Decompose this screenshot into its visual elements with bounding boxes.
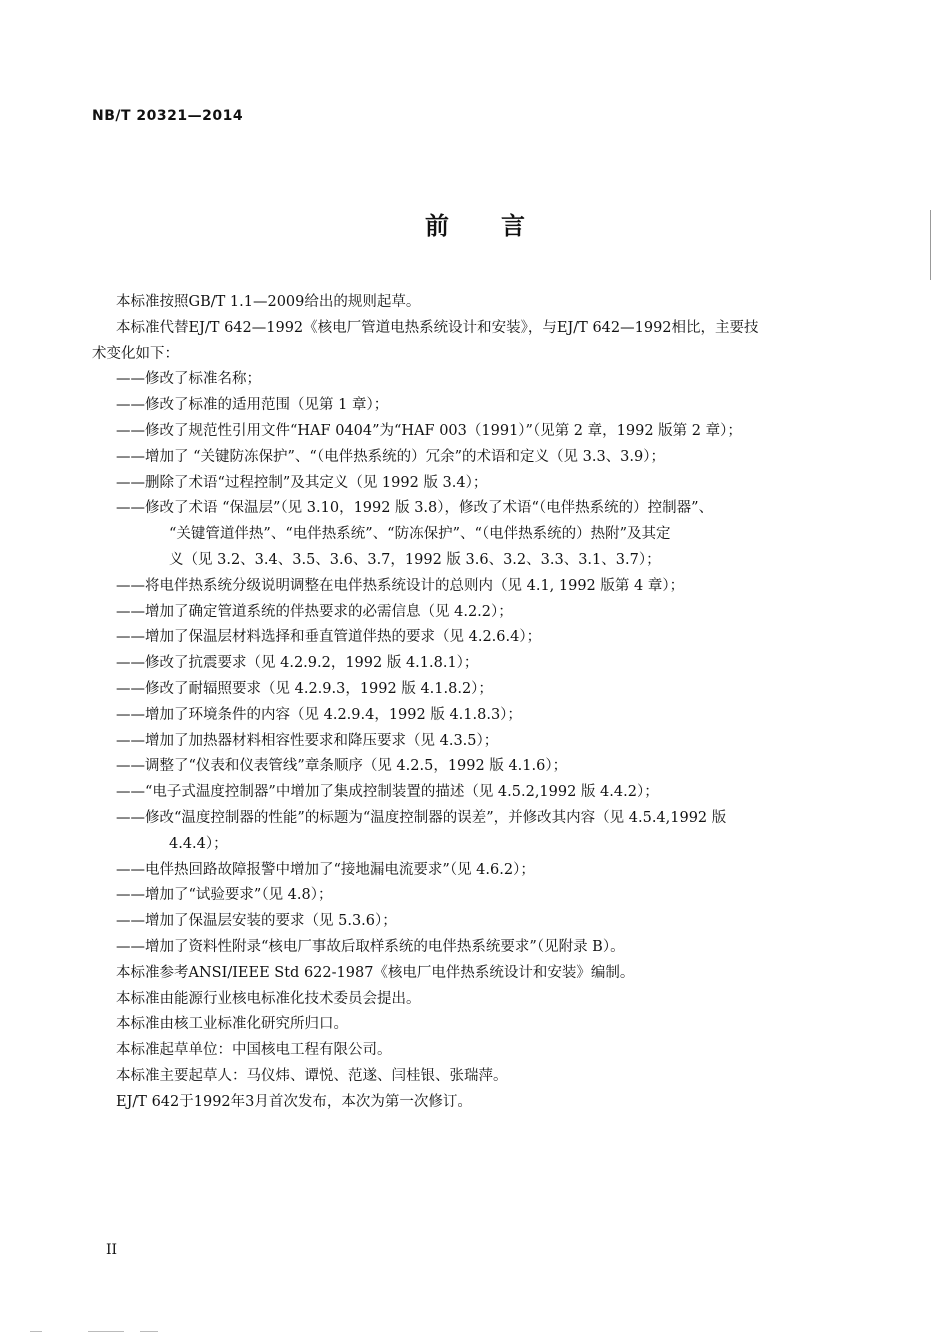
paragraph-line: 本标准主要起草人：马仪炜、谭悦、范遂、闫桂银、张瑞萍。 — [116, 1067, 508, 1084]
paragraph-line: EJ/T 642于1992年3月首次发布，本次为第一次修订。 — [116, 1093, 472, 1110]
change-list-item: ——调整了“仪表和仪表管线”章条顺序（见 4.2.5，1992 版 4.1.6）； — [116, 758, 568, 775]
change-list-item: ——增加了资料性附录“核电厂事故后取样系统的电伴热系统要求”（见附录 B）。 — [116, 938, 625, 955]
change-list-item: ——增加了“试验要求”（见 4.8）； — [116, 887, 333, 904]
change-list-item: ——修改了耐辐照要求（见 4.2.9.3，1992 版 4.1.8.2）； — [116, 680, 493, 697]
paragraph-line: 本标准代替EJ/T 642—1992《核电厂管道电热系统设计和安装》，与EJ/T 642—1992相比，主要技 — [116, 319, 759, 336]
standard-code: NB/T 20321—2014 — [92, 108, 244, 124]
paragraph-line: 本标准参考ANSI/IEEE Std 622-1987《核电厂电伴热系统设计和安装》编制。 — [116, 964, 635, 981]
change-list-item: ——增加了保温层安装的要求（见 5.3.6）； — [116, 913, 397, 930]
change-list-item: 义（见 3.2、3.4、3.5、3.6、3.7，1992 版 3.6、3.2、3.3、3.1、3.7）； — [169, 551, 661, 568]
change-list-item: ——增加了保温层材料选择和垂直管道伴热的要求（见 4.2.6.4）； — [116, 629, 542, 646]
change-list-item: ——修改了抗震要求（见 4.2.9.2，1992 版 4.1.8.1）； — [116, 655, 479, 672]
change-list-item: ——删除了术语“过程控制”及其定义（见 1992 版 3.4）； — [116, 474, 488, 491]
change-list-item: ——“电子式温度控制器”中增加了集成控制装置的描述（见 4.5.2,1992 版 4.4.2）； — [116, 784, 659, 801]
change-list-item: ——增加了环境条件的内容（见 4.2.9.4，1992 版 4.1.8.3）； — [116, 706, 522, 723]
change-list-item: ——增加了 “关键防冻保护”、“（电伴热系统的）冗余”的术语和定义（见 3.3、3.9）； — [116, 448, 665, 465]
paragraph-line: 本标准由能源行业核电标准化技术委员会提出。 — [116, 990, 421, 1007]
scan-bottom-mark — [140, 1331, 158, 1332]
change-list-item: ——修改了术语 “保温层”（见 3.10，1992 版 3.8），修改了术语“（电伴热系统的）控制器”、 — [116, 500, 714, 517]
change-list-item: ——修改了规范性引用文件“HAF 0404”为“HAF 003（1991）”（见第 2 章，1992 版第 2 章）； — [116, 422, 742, 439]
change-list-item: ——修改了标准名称； — [116, 371, 261, 388]
paragraph-line: 术变化如下： — [92, 345, 179, 362]
change-list-item: ——修改“温度控制器的性能”的标题为“温度控制器的误差”，并修改其内容（见 4.5.4,1992 版 — [116, 809, 727, 826]
change-list-item: ——修改了标准的适用范围（见第 1 章）； — [116, 397, 389, 414]
page-title: 前言 — [425, 212, 577, 240]
paragraph-line: 本标准起草单位：中国核电工程有限公司。 — [116, 1042, 392, 1059]
change-list-item: ——增加了确定管道系统的伴热要求的必需信息（见 4.2.2）； — [116, 603, 513, 620]
change-list-item: “关键管道伴热”、“电伴热系统”、“防冻保护”、“（电伴热系统的）热附”及其定 — [169, 526, 671, 543]
paragraph-line: 本标准由核工业标准化研究所归口。 — [116, 1016, 348, 1033]
page-number: II — [106, 1242, 118, 1258]
foreword-body — [92, 290, 852, 1116]
change-list-item: ——增加了加热器材料相容性要求和降压要求（见 4.3.5）； — [116, 732, 499, 749]
change-list-item: 4.4.4）； — [169, 835, 228, 852]
change-list-item: ——将电伴热系统分级说明调整在电伴热系统设计的总则内（见 4.1, 1992 版第 4 章）； — [116, 577, 685, 594]
paragraph-line: 本标准按照GB/T 1.1—2009给出的规则起草。 — [116, 294, 421, 310]
change-list-item: ——电伴热回路故障报警中增加了“接地漏电流要求”（见 4.6.2）； — [116, 861, 535, 878]
scan-bottom-mark — [88, 1331, 124, 1332]
scan-edge-mark — [930, 210, 931, 280]
scan-bottom-mark — [30, 1331, 42, 1332]
